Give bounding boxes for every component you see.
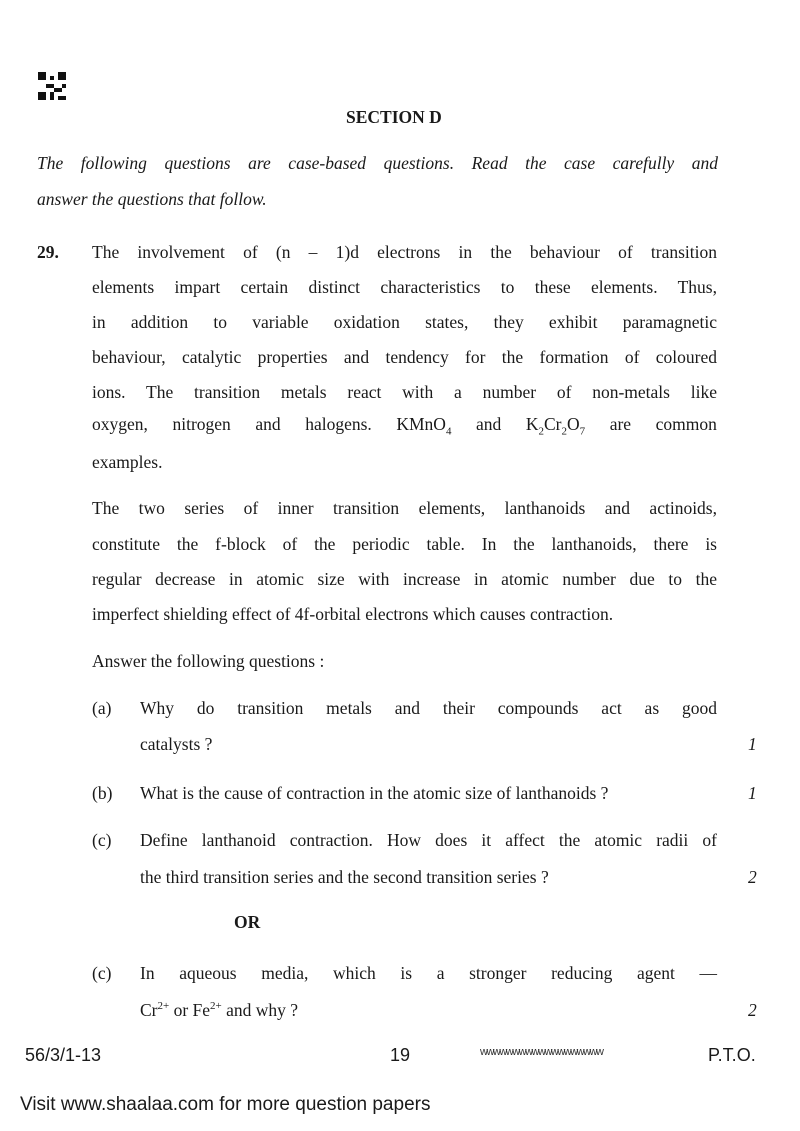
part-label: (b) xyxy=(92,783,113,803)
question-number: 29. xyxy=(37,242,59,262)
paragraph-line: examples. xyxy=(92,452,163,472)
word: are xyxy=(609,414,632,434)
part-text-ions: $Cr^{2+}$ or $Fe^{2+}$ and why ? xyxy=(140,1000,299,1020)
part-text: catalysts ? xyxy=(140,734,213,754)
paragraph-line: constitute the f-block of the periodic table. In the lanthanoids, there is xyxy=(92,534,717,554)
paragraph-line: elements impart certain distinct characteristics to these elements. Thus, xyxy=(92,277,717,297)
paragraph-line: ions. The transition metals react with a number of non-metals like xyxy=(92,382,717,402)
part-text: In aqueous media, which is a stronger reducing agent — xyxy=(140,963,717,983)
word: oxygen, xyxy=(92,414,148,434)
marks: 2 xyxy=(748,867,757,887)
instructions-line: answer the questions that follow. xyxy=(37,189,267,209)
paragraph-line: regular decrease in atomic size with increase in atomic number due to the xyxy=(92,569,717,589)
part-label: (c) xyxy=(92,830,112,850)
k2cr2o7-formula: $K_2Cr_2O_7$ xyxy=(525,414,586,438)
part-label: (a) xyxy=(92,698,112,718)
paragraph-line: behaviour, catalytic properties and tendency for the formation of coloured xyxy=(92,347,717,367)
paragraph-line: imperfect shielding effect of 4f-orbital electrons which causes contraction. xyxy=(92,604,614,624)
word: common xyxy=(655,414,717,434)
qr-code xyxy=(38,72,66,100)
paragraph-line: in addition to variable oxidation states, they exhibit paramagnetic xyxy=(92,312,717,332)
part-text: the third transition series and the second transition series ? xyxy=(140,867,549,887)
marks: 1 xyxy=(748,734,757,754)
paragraph-line: The involvement of (n – 1)d electrons in the behaviour of transition xyxy=(92,242,717,262)
paragraph-line: The two series of inner transition elements, lanthanoids and actinoids, xyxy=(92,498,717,518)
word: nitrogen xyxy=(172,414,231,434)
instructions-line: The following questions are case-based questions. Read the case carefully and xyxy=(37,153,718,173)
paper-code: 56/3/1-13 xyxy=(25,1045,102,1065)
part-text: Why do transition metals and their compounds act as good xyxy=(140,698,717,718)
answer-prompt: Answer the following questions : xyxy=(92,651,325,671)
visit-link[interactable]: Visit www.shaalaa.com for more question papers xyxy=(20,1094,431,1115)
word: halogens. xyxy=(305,414,372,434)
kmno4-formula: KMnO$_4$ xyxy=(396,414,452,438)
word: and xyxy=(476,414,502,434)
marks: 1 xyxy=(748,783,757,803)
part-text: Define lanthanoid contraction. How does it affect the atomic radii of xyxy=(140,830,717,850)
section-title: SECTION D xyxy=(346,107,442,127)
part-label: (c) xyxy=(92,963,112,983)
or-label: OR xyxy=(234,912,261,932)
squiggle: wwwwwwwwwwwwwwwwwww xyxy=(480,1046,603,1058)
paragraph-line-formulas xyxy=(92,412,717,436)
page-number: 19 xyxy=(390,1045,411,1065)
part-text: What is the cause of contraction in the atomic size of lanthanoids ? xyxy=(140,783,609,803)
word: and xyxy=(255,414,281,434)
pto: P.T.O. xyxy=(708,1045,756,1065)
marks: 2 xyxy=(748,1000,757,1020)
